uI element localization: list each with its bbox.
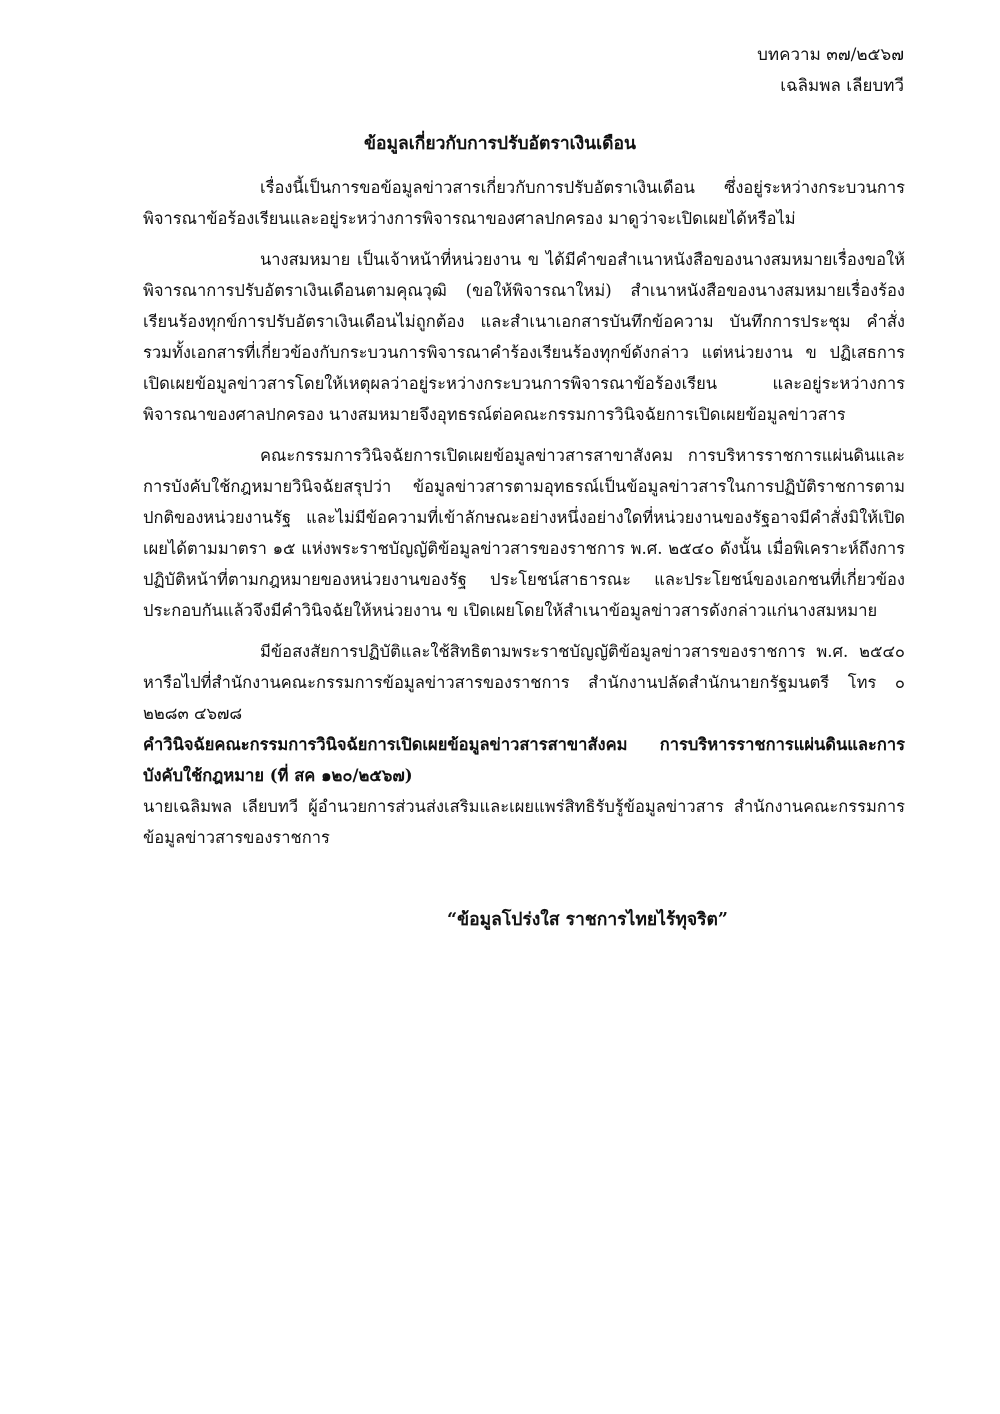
article-number: บทความ ๓๗/๒๕๖๗	[757, 45, 904, 65]
article-header	[757, 40, 904, 102]
article-title: ข้อมูลเกี่ยวกับการปรับอัตราเงินเดือน	[364, 134, 636, 154]
paragraph-intro: เรื่องนี้เป็นการขอข้อมูลข่าวสารเกี่ยวกับการปรับอัตราเงินเดือน ซึ่งอยู่ระหว่างกระบวนการพิจารณาข้อร้องเรียนและอยู่ระหว่างการพิจารณาของศาลปกครอง มาดูว่าจะเปิดเผยได้หรือไม่	[143, 178, 905, 228]
article-author: เฉลิมพล เลียบทวี	[780, 76, 904, 96]
article-body	[143, 172, 905, 853]
paragraph-contact: มีข้อสงสัยการปฏิบัติและใช้สิทธิตามพระราชบัญญัติข้อมูลข่าวสารของราชการ พ.ศ. ๒๕๔๐ หารือไปที่สำนักงานคณะกรรมการข้อมูลข่าวสารของราชการ สำนักงานปลัดสำนักนายกรัฐมนตรี โทร ๐ ๒๒๘๓ ๔๖๗๘	[143, 642, 905, 723]
decision-reference: คำวินิจฉัยคณะกรรมการวินิจฉัยการเปิดเผยข้อมูลข่าวสารสาขาสังคม การบริหารราชการแผ่นดินและการบังคับใช้กฎหมาย (ที่ สค ๑๒๐/๒๕๖๗)	[143, 735, 905, 785]
author-credit: นายเฉลิมพล เลียบทวี ผู้อำนวยการส่วนส่งเสริมและเผยแพร่สิทธิรับรู้ข้อมูลข่าวสาร สำนักงานคณะกรรมการข้อมูลข่าวสารของราชการ	[143, 797, 905, 847]
slogan: “ข้อมูลโปร่งใส ราชการไทยไร้ทุจริต”	[447, 910, 728, 930]
paragraph-facts: นางสมหมาย เป็นเจ้าหน้าที่หน่วยงาน ข ได้มีคำขอสำเนาหนังสือของนางสมหมายเรื่องขอให้พิจารณาการปรับอัตราเงินเดือนตามคุณวุฒิ (ขอให้พิจารณาใหม่) สำเนาหนังสือของนางสมหมายเรื่องร้องเรียนร้องทุกข์การปรับอัตราเงินเดือนไม่ถูกต้อง และสำเนาเอกสารบันทึกข้อความ บันทึกการประชุม คำสั่ง รวมทั้งเอกสารที่เกี่ยวข้องกับกระบวนการพิจารณาคำร้องเรียนร้องทุกข์ดังกล่าว แต่หน่วยงาน ข ปฏิเสธการเปิดเผยข้อมูลข่าวสารโดยให้เหตุผลว่าอยู่ระหว่างกระบวนการพิจารณาข้อร้องเรียน และอยู่ระหว่างการพิจารณาของศาลปกครอง นางสมหมายจึงอุทธรณ์ต่อคณะกรรมการวินิจฉัยการเปิดเผยข้อมูลข่าวสาร	[143, 250, 905, 424]
paragraph-decision: คณะกรรมการวินิจฉัยการเปิดเผยข้อมูลข่าวสารสาขาสังคม การบริหารราชการแผ่นดินและการบังคับใช้กฎหมายวินิจฉัยสรุปว่า ข้อมูลข่าวสารตามอุทธรณ์เป็นข้อมูลข่าวสารในการปฏิบัติราชการตามปกติของหน่วยงานรัฐ และไม่มีข้อความที่เข้าลักษณะอย่างหนึ่งอย่างใดที่หน่วยงานของรัฐอาจมีคำสั่งมิให้เปิดเผยได้ตามมาตรา ๑๕ แห่งพระราชบัญญัติข้อมูลข่าวสารของราชการ พ.ศ. ๒๕๔๐ ดังนั้น เมื่อพิเคราะห์ถึงการปฏิบัติหน้าที่ตามกฎหมายของหน่วยงานของรัฐ ประโยชน์สาธารณะ และประโยชน์ของเอกชนที่เกี่ยวข้องประกอบกันแล้วจึงมีคำวินิจฉัยให้หน่วยงาน ข เปิดเผยโดยให้สำเนาข้อมูลข่าวสารดังกล่าวแก่นางสมหมาย	[143, 446, 905, 620]
